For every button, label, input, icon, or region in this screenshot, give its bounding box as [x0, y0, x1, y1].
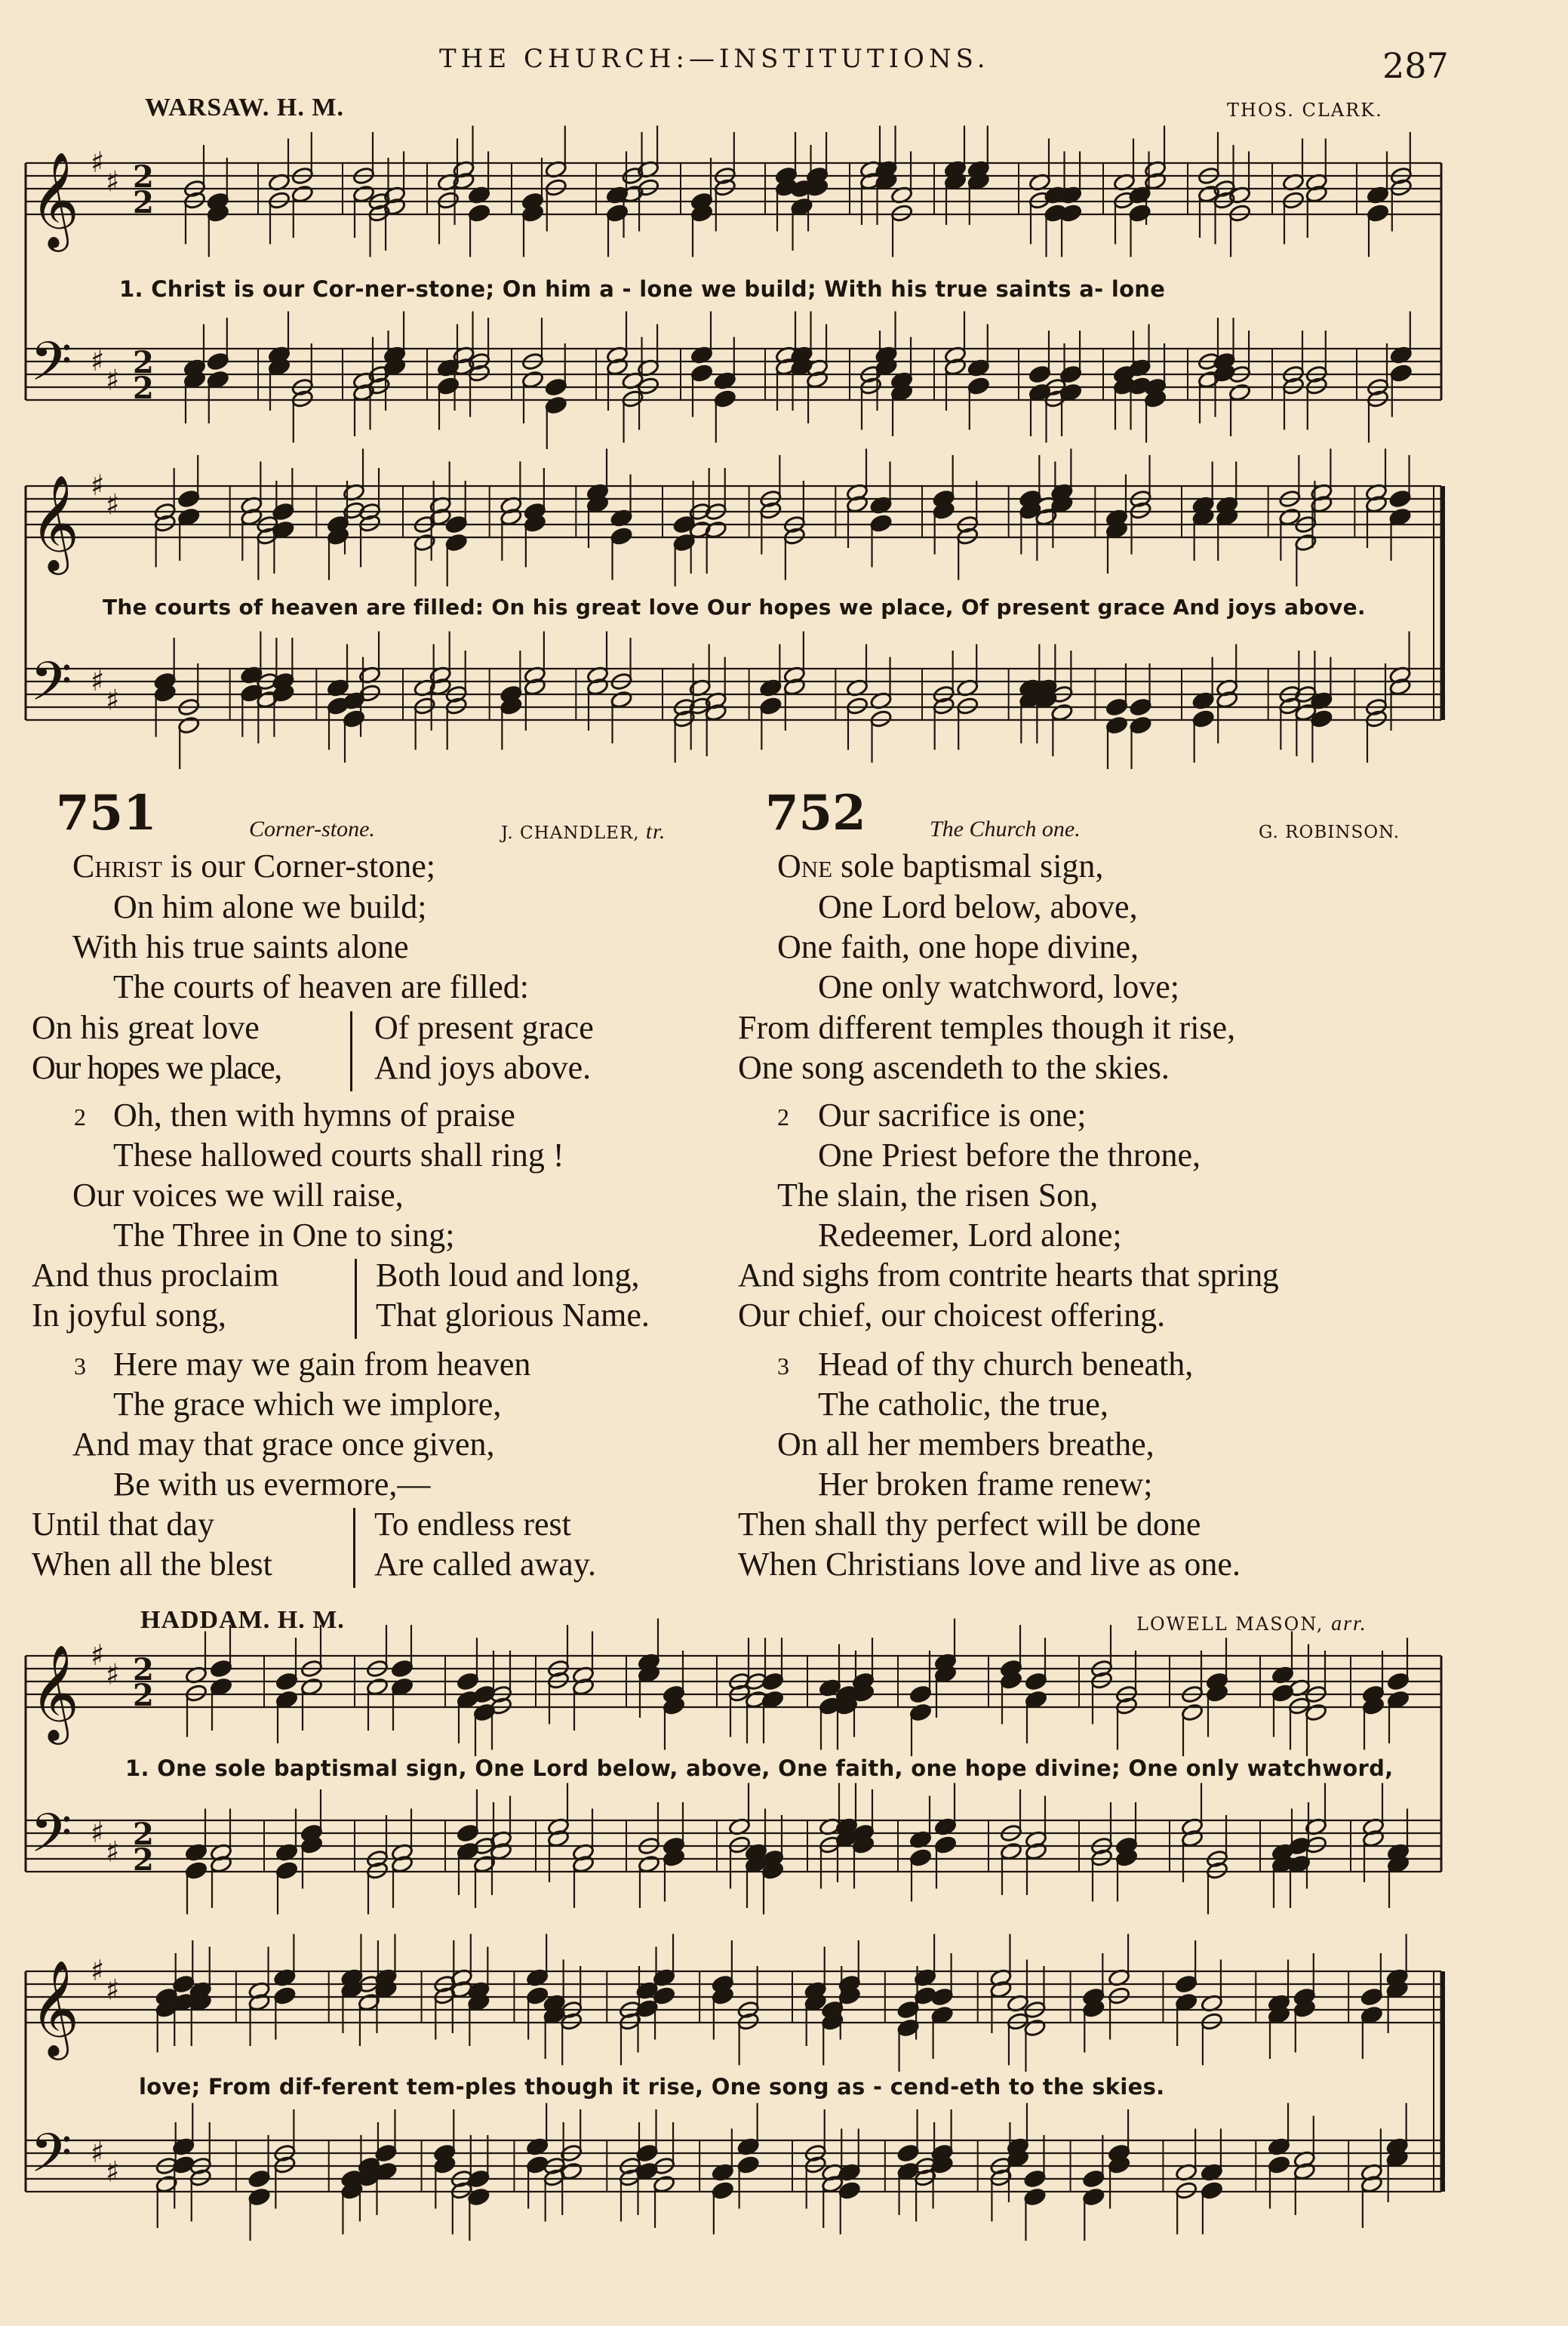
- time-signature: 2: [133, 1817, 154, 1852]
- note-head: [247, 2187, 270, 2207]
- sharp-icon: ♯: [106, 165, 120, 198]
- verse-line: The Three in One to sing;: [113, 1217, 455, 1254]
- tune-composer: LOWELL MASON, arr.: [1136, 1612, 1367, 1635]
- note-head: [637, 178, 659, 198]
- sharp-icon: ♯: [91, 1954, 105, 1987]
- note-head: [1390, 364, 1413, 383]
- note-head: [1181, 1703, 1204, 1722]
- sharp-icon: ♯: [91, 1638, 105, 1672]
- note-head: [1028, 365, 1051, 384]
- tune-name: HADDAM. H. M.: [140, 1606, 345, 1634]
- note-head: [1191, 709, 1214, 729]
- verse-line: Her broken frame renew;: [818, 1466, 1153, 1503]
- verse-line: Here may we gain from heaven: [113, 1346, 531, 1383]
- sharp-icon: ♯: [106, 2155, 120, 2189]
- hymn-number: 751: [56, 785, 157, 841]
- sharp-icon: ♯: [91, 469, 105, 502]
- note-head: [185, 1861, 208, 1881]
- verse-line: Until that day: [32, 1506, 214, 1543]
- time-signature: 2: [133, 159, 154, 195]
- treble-clef-icon: 𝄞: [30, 474, 80, 571]
- stanza-number: 3: [777, 1352, 789, 1380]
- note-head: [1129, 697, 1151, 717]
- verse-line: And joys above.: [374, 1049, 592, 1086]
- verse-line: Be with us evermore,—: [113, 1466, 431, 1503]
- note-head: [610, 527, 632, 546]
- verse-line: Our sacrifice is one;: [818, 1097, 1087, 1134]
- verse-line: In joyful song,: [32, 1297, 226, 1334]
- note-head: [177, 715, 200, 735]
- verse-line: The slain, the risen Son,: [777, 1177, 1099, 1214]
- note-head: [1105, 715, 1128, 735]
- bass-clef-icon: 𝄢: [30, 2122, 72, 2198]
- treble-clef-icon: 𝄞: [30, 1959, 80, 2056]
- note-head: [759, 697, 782, 716]
- note-head: [1268, 2155, 1290, 2175]
- verse-line: To endless rest: [374, 1506, 571, 1543]
- verse-line: These hallowed courts shall ring !: [113, 1137, 564, 1174]
- verse-line: One faith, one hope divine,: [777, 928, 1139, 965]
- verse-line: And sighs from contrite hearts that spring: [738, 1257, 1279, 1294]
- note-head: [545, 178, 567, 198]
- hymn-topic: The Church one.: [930, 817, 1081, 841]
- note-head: [1023, 2169, 1046, 2189]
- verse-line: One song ascendeth to the skies.: [738, 1049, 1170, 1086]
- sharp-icon: ♯: [91, 146, 105, 179]
- note-head: [934, 1835, 957, 1855]
- sharp-icon: ♯: [106, 363, 120, 397]
- note-head: [1201, 2181, 1223, 2201]
- sharp-icon: ♯: [91, 2136, 105, 2169]
- time-signature: 2: [133, 185, 154, 220]
- note-head: [275, 1861, 298, 1881]
- verse-line: And thus proclaim: [32, 1257, 279, 1294]
- note-head: [413, 533, 435, 552]
- verse-line: Both loud and long,: [376, 1257, 640, 1294]
- note-head: [714, 389, 736, 409]
- note-head: [909, 1848, 932, 1868]
- note-head: [1128, 204, 1151, 223]
- tune-lyrics-line-2: love; From dif-ferent tem-ples though it rise, One song as - cend-eth to the skies.: [139, 2074, 1165, 2100]
- note-head: [1175, 2181, 1198, 2201]
- bass-clef-icon: 𝄢: [30, 1802, 72, 1878]
- sharp-icon: ♯: [91, 1816, 105, 1849]
- verse-divider: [350, 1011, 352, 1091]
- note-head: [1282, 191, 1305, 211]
- tune-lyrics-line-1: 1. Christ is our Cor-ner-stone; On him a - lone we build; With his true saints a- lone: [119, 276, 1166, 302]
- verse-line: Head of thy church beneath,: [818, 1346, 1194, 1383]
- note-head: [437, 377, 460, 396]
- note-head: [869, 709, 892, 729]
- verse-line: Our chief, our choicest offering.: [738, 1297, 1166, 1334]
- time-signature: 2: [133, 1678, 154, 1713]
- verse-line: And may that grace once given,: [72, 1426, 495, 1463]
- note-head: [437, 191, 460, 211]
- note-head: [177, 489, 200, 509]
- note-head: [185, 1684, 208, 1703]
- hymn-number: 752: [765, 785, 866, 841]
- treble-clef-icon: 𝄞: [30, 151, 80, 248]
- verse-line: That glorious Name.: [376, 1297, 650, 1334]
- verse-line: The courts of heaven are filled:: [113, 968, 529, 1005]
- note-head: [343, 709, 365, 729]
- tune-name: WARSAW. H. M.: [145, 94, 344, 122]
- verse-line: One only watchword, love;: [818, 968, 1179, 1005]
- tune-lyrics-line-2: The courts of heaven are filled: On his great love Our hopes we place, Of present grace And joys above.: [103, 595, 1366, 620]
- note-head: [247, 2169, 270, 2189]
- verse-line: When Christians love and live as one.: [738, 1546, 1241, 1583]
- note-head: [1175, 1974, 1198, 1994]
- bass-clef-icon: 𝄢: [30, 331, 72, 406]
- verse-line: Our hopes we place,: [32, 1049, 281, 1086]
- sharp-icon: ♯: [106, 488, 120, 522]
- running-title: THE CHURCH:—INSTITUTIONS.: [439, 44, 990, 74]
- verse-line: Of present grace: [374, 1009, 594, 1046]
- note-head: [413, 697, 435, 716]
- note-head: [275, 1672, 298, 1691]
- verse-line: On all her members breathe,: [777, 1426, 1154, 1463]
- note-head: [468, 204, 490, 223]
- hymn-author: J. CHANDLER, tr.: [501, 820, 666, 844]
- note-head: [712, 2181, 734, 2201]
- verse-line: On his great love: [32, 1009, 260, 1046]
- verse-line: Redeemer, Lord alone;: [818, 1217, 1122, 1254]
- verse-line: One Priest before the throne,: [818, 1137, 1201, 1174]
- note-head: [690, 364, 713, 383]
- sharp-icon: ♯: [106, 1973, 120, 2007]
- note-head: [606, 204, 629, 223]
- tune-lyrics-line-1: 1. One sole baptismal sign, One Lord below, above, One faith, one hope divine; One only watchword,: [125, 1755, 1394, 1781]
- verse-divider: [355, 1259, 357, 1339]
- note-head: [846, 697, 869, 716]
- sharp-icon: ♯: [91, 344, 105, 377]
- note-head: [391, 1659, 414, 1678]
- note-head: [273, 1986, 296, 2006]
- sharp-icon: ♯: [106, 1657, 120, 1691]
- note-head: [457, 1823, 479, 1843]
- hymn-author: G. ROBINSON.: [1259, 823, 1400, 842]
- sharp-icon: ♯: [106, 1835, 120, 1869]
- verse-line: On him alone we build;: [113, 888, 427, 925]
- note-head: [444, 533, 467, 552]
- verse-line: Then shall thy perfect will be done: [738, 1506, 1201, 1543]
- page-number: 287: [1382, 45, 1449, 86]
- verse-line: Are called away.: [374, 1546, 596, 1583]
- sharp-icon: ♯: [91, 664, 105, 697]
- time-signature: 2: [133, 345, 154, 380]
- note-head: [956, 697, 979, 716]
- note-head: [457, 1672, 479, 1691]
- time-signature: 2: [133, 1842, 154, 1878]
- note-head: [1310, 709, 1333, 729]
- note-head: [545, 395, 567, 415]
- note-head: [1360, 1987, 1383, 2007]
- sharp-icon: ♯: [106, 683, 120, 717]
- verse-line: One Lord below, above,: [818, 888, 1138, 925]
- note-head: [1105, 697, 1128, 717]
- note-head: [736, 2155, 759, 2175]
- tune-composer: THOS. CLARK.: [1227, 100, 1383, 121]
- note-head: [1367, 204, 1389, 223]
- note-head: [1082, 2187, 1105, 2207]
- note-head: [210, 1659, 232, 1678]
- note-head: [967, 377, 990, 396]
- note-head: [1201, 2012, 1223, 2032]
- note-head: [1025, 1672, 1047, 1691]
- hymn-topic: Corner-stone.: [249, 817, 375, 841]
- note-head: [1294, 533, 1317, 552]
- note-head: [1082, 2169, 1105, 2189]
- verse-line: From different temples though it rise,: [738, 1009, 1236, 1046]
- note-head: [1388, 489, 1411, 509]
- note-head: [896, 2143, 919, 2163]
- stanza-number: 2: [74, 1103, 86, 1131]
- verse-line: Christ is our Corner-stone;: [72, 848, 435, 885]
- stanza-number: 3: [74, 1352, 86, 1380]
- verse-line: The catholic, the true,: [818, 1386, 1108, 1423]
- note-head: [890, 204, 913, 223]
- bass-clef-icon: 𝄢: [30, 651, 72, 726]
- note-head: [1228, 204, 1251, 223]
- note-head: [207, 352, 229, 371]
- verse-line: Our voices we will raise,: [72, 1177, 404, 1214]
- verse-line: The grace which we implore,: [113, 1386, 502, 1423]
- note-head: [909, 1703, 932, 1722]
- stanza-number: 2: [777, 1103, 789, 1131]
- note-head: [1108, 1986, 1130, 2006]
- note-head: [1387, 1672, 1410, 1691]
- time-signature: 2: [133, 371, 154, 406]
- time-signature: 2: [133, 1652, 154, 1688]
- note-head: [909, 1685, 932, 1704]
- note-head: [268, 191, 291, 211]
- note-head: [545, 377, 567, 397]
- note-head: [1023, 2187, 1046, 2207]
- note-head: [869, 514, 892, 534]
- verse-line: Oh, then with hymns of praise: [113, 1097, 515, 1134]
- verse-line: With his true saints alone: [72, 928, 409, 965]
- verse-divider: [353, 1508, 355, 1588]
- treble-clef-icon: 𝄞: [30, 1644, 80, 1740]
- note-head: [1129, 715, 1151, 735]
- verse-line: When all the blest: [32, 1546, 272, 1583]
- verse-line: One sole baptismal sign,: [777, 848, 1104, 885]
